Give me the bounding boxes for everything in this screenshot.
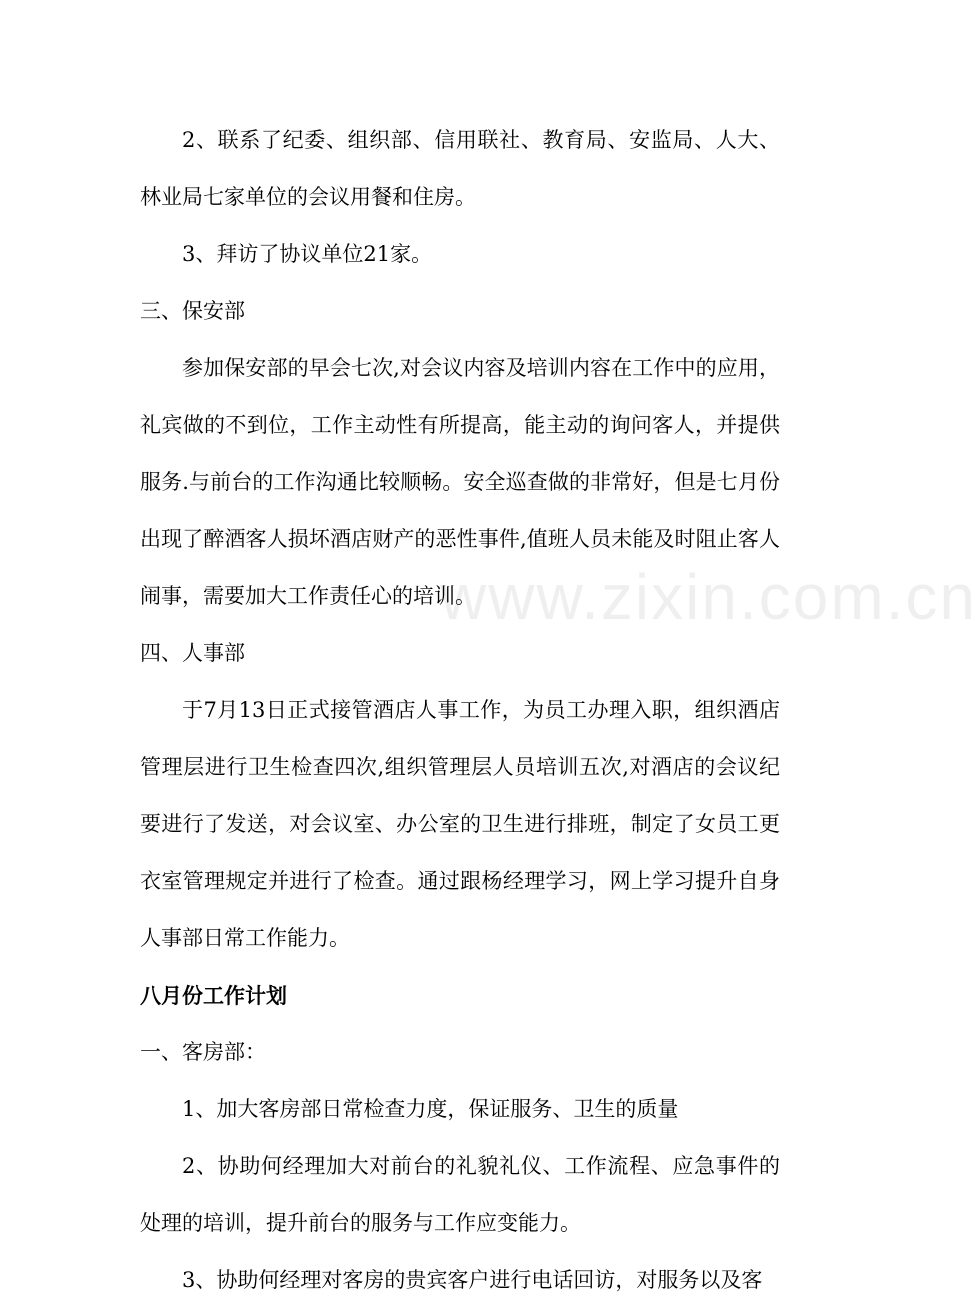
paragraph-security: 参加保安部的早会七次,对会议内容及培训内容在工作中的应用，礼宾做的不到位，工作主动性有所提高，能主动的询问客人，并提供服务.与前台的工作沟通比较顺畅。安全巡查做的非常好，但是七月份出现了醉酒客人损坏酒店财产的恶性事件,值班人员未能及时阻止客人闹事，需要加大工作责任心的培训。: [140, 356, 780, 608]
section-heading-august-plan: 八月份工作计划: [140, 983, 287, 1008]
paragraph-plan-item-1: 1、加大客房部日常检查力度，保证服务、卫生的质量: [182, 1097, 679, 1121]
paragraph-item-3-visits: 3、拜访了协议单位21家。: [182, 242, 433, 266]
section-heading-housekeeping: 一、客房部：: [140, 1040, 266, 1064]
document-body: [140, 112, 780, 1309]
section-heading-hr: 四、人事部: [140, 641, 245, 665]
paragraph-plan-item-3: 3、协助何经理对客房的贵宾客户进行电话回访，对服务以及客: [182, 1268, 763, 1292]
section-heading-security: 三、保安部: [140, 299, 245, 323]
paragraph-item-2-contacts: 2、联系了纪委、组织部、信用联社、教育局、安监局、人大、林业局七家单位的会议用餐和住房。: [140, 128, 780, 209]
watermark: www.zixin.com.cn: [440, 561, 977, 633]
paragraph-hr: 于7月13日正式接管酒店人事工作，为员工办理入职，组织酒店管理层进行卫生检查四次,组织管理层人员培训五次,对酒店的会议纪要进行了发送，对会议室、办公室的卫生进行排班，制定了女员工更衣室管理规定并进行了检查。通过跟杨经理学习，网上学习提升自身人事部日常工作能力。: [140, 698, 780, 950]
paragraph-plan-item-2: 2、协助何经理加大对前台的礼貌礼仪、工作流程、应急事件的处理的培训，提升前台的服务与工作应变能力。: [140, 1154, 780, 1235]
